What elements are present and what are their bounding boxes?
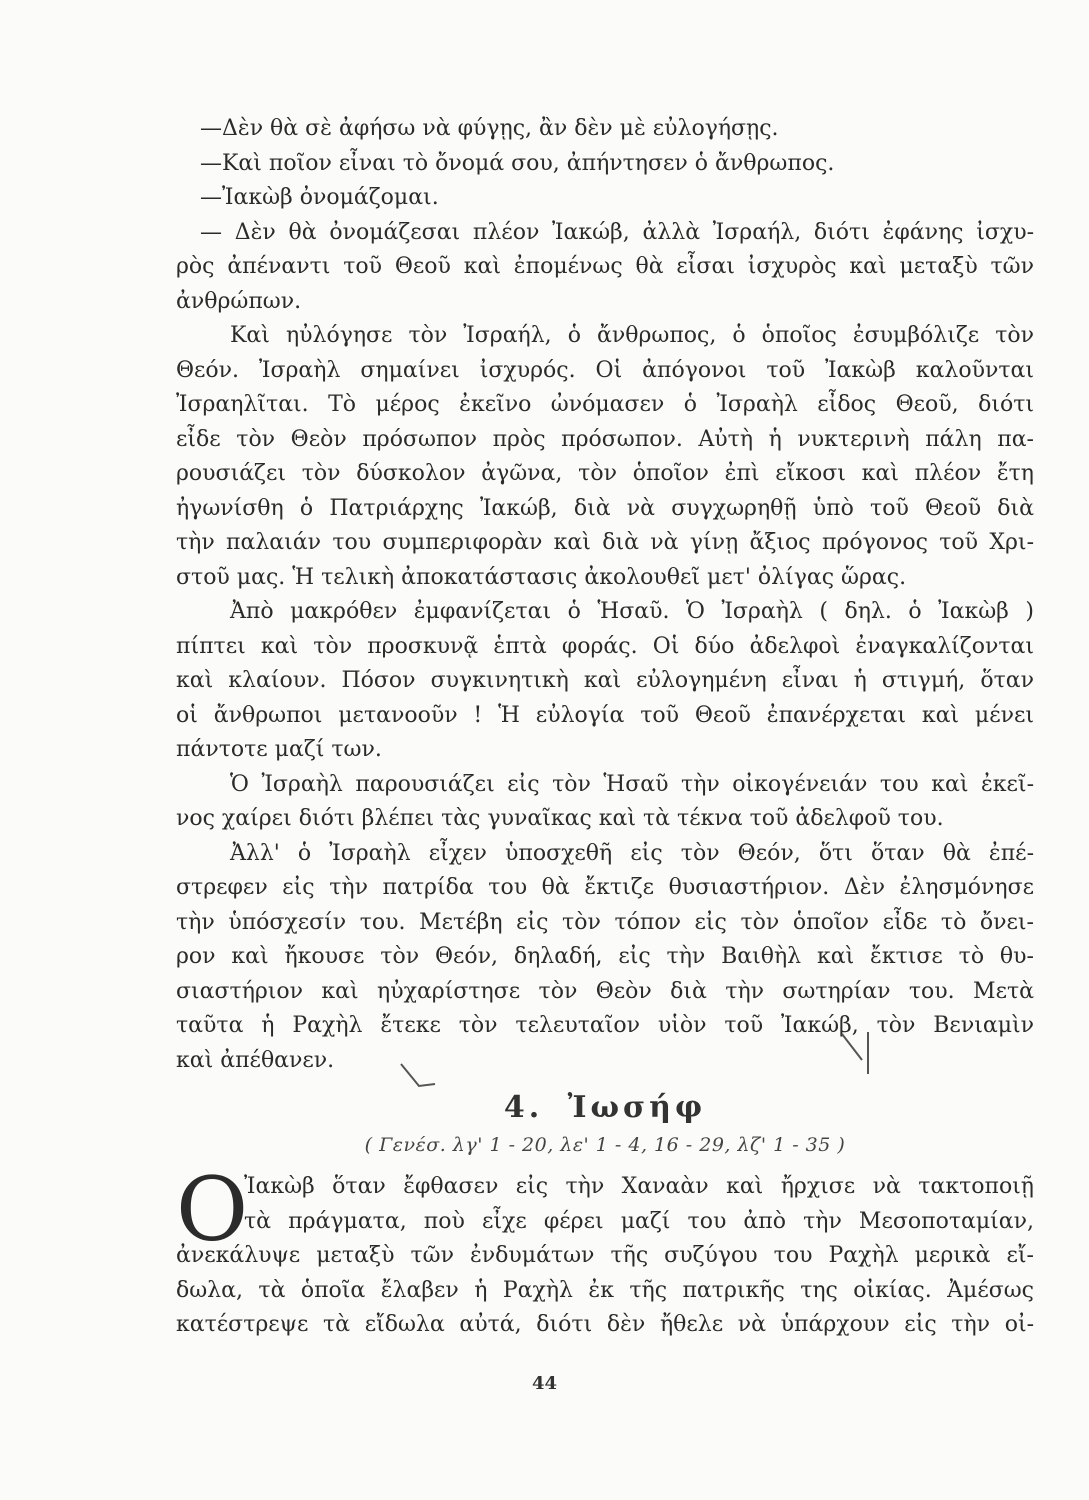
text-line: — Δὲν θὰ ὀνομάζεσαι πλέον Ἰακώβ, ἀλλὰ Ἰσραήλ, διότι ἐφάνης ἰσχυ- (200, 219, 1034, 245)
text-line: στοῦ μας. Ἡ τελικὴ ἀποκατάστασις ἀκολουθεῖ μετ' ὀλίγας ὥρας. (176, 564, 907, 590)
drop-cap: Ο (176, 1158, 249, 1261)
text-line: δωλα, τὰ ὁποῖα ἔλαβεν ἡ Ραχὴλ ἐκ τῆς πατρικῆς της οἰκίας. Ἀμέσως (176, 1277, 1034, 1303)
text-line: Καὶ ηὐλόγησε τὸν Ἰσραήλ, ὁ ἄνθρωπος, ὁ ὁποῖος ἐσυμβόλιζε τὸν (230, 323, 1034, 348)
text-line: καὶ κλαίουν. Πόσον συγκινητικὴ καὶ εὐλογημένη εἶναι ἡ στιγμή, ὅταν (176, 668, 1034, 693)
body-text-final-paragraph (176, 1170, 1034, 1343)
text-line: πάντοτε μαζί των. (176, 737, 382, 762)
section-number: 4. (503, 1090, 544, 1125)
scripture-reference: ( Γενέσ. λγ' 1 - 20, λε' 1 - 4, 16 - 29, λζ' 1 - 35 ) (364, 1134, 846, 1156)
text-line: ταῦτα ἡ Ραχὴλ ἔτεκε τὸν τελευταῖον υἱὸν τοῦ Ἰακώβ, τὸν Βενιαμὶν (176, 1013, 1034, 1038)
section-heading (176, 1090, 1034, 1125)
text-line: νος χαίρει διότι βλέπει τὰς γυναῖκας καὶ τὰ τέκνα τοῦ ἀδελφοῦ του. (176, 806, 944, 831)
text-line: τὴν παλαιάν του συμπεριφορὰν καὶ διὰ νὰ γίνῃ ἄξιος πρόγονος τοῦ Χρι- (176, 530, 1034, 555)
text-line: σιαστήριον καὶ ηὐχαρίστησε τὸν Θεὸν διὰ τὴν σωτηρίαν του. Μετὰ (176, 978, 1034, 1004)
text-line: εἶδε τὸν Θεὸν πρόσωπον πρὸς πρόσωπον. Αὐτὴ ἡ νυκτερινὴ πάλη πα- (176, 426, 1034, 452)
text-line: καὶ ἀπέθανεν. (176, 1047, 335, 1073)
text-line: —Ἰακὼβ ὀνομάζομαι. (200, 185, 439, 210)
text-line: Ἀπὸ μακρόθεν ἐμφανίζεται ὁ Ἡσαῦ. Ὁ Ἰσραὴλ ( δηλ. ὁ Ἰακὼβ ) (230, 599, 1034, 624)
text-line: στρεφεν εἰς τὴν πατρίδα του θὰ ἔκτιζε θυσιαστήριον. Δὲν ἐλησμόνησε (176, 875, 1034, 900)
text-line: —Δὲν θὰ σὲ ἀφήσω νὰ φύγῃς, ἂν δὲν μὲ εὐλογήσῃς. (200, 116, 779, 141)
text-line: τὴν ὑπόσχεσίν του. Μετέβη εἰς τὸν τόπον εἰς τὸν ὁποῖον εἶδε τὸ ὄνει- (176, 909, 1034, 935)
text-line: ἀνεκάλυψε μεταξὺ τῶν ἐνδυμάτων τῆς συζύγου του Ραχὴλ μερικὰ εἴ- (176, 1243, 1034, 1268)
text-line: Ἰακὼβ ὅταν ἔφθασεν εἰς τὴν Χαναὰν καὶ ἤρχισε νὰ τακτοποιῇ (244, 1174, 1034, 1199)
text-line: ἠγωνίσθη ὁ Πατριάρχης Ἰακώβ, διὰ νὰ συγχωρηθῇ ὑπὸ τοῦ Θεοῦ διὰ (176, 495, 1034, 521)
text-line: ρουσιάζει τὸν δύσκολον ἀγῶνα, τὸν ὁποῖον ἐπὶ εἴκοσι καὶ πλέον ἔτη (176, 461, 1034, 486)
text-line: ἀνθρώπων. (176, 288, 302, 314)
text-line: Ὁ Ἰσραὴλ παρουσιάζει εἰς τὸν Ἡσαῦ τὴν οἰκογένειάν του καὶ ἐκεῖ- (230, 771, 1034, 797)
text-line: Ἰσραηλῖται. Τὸ μέρος ἐκεῖνο ὠνόμασεν ὁ Ἰσραὴλ εἶδος Θεοῦ, διότι (176, 392, 1034, 417)
text-line: τὰ πράγματα, ποὺ εἶχε φέρει μαζί του ἀπὸ τὴν Μεσοποταμίαν, (244, 1208, 1034, 1234)
pen-mark-tick (838, 1030, 878, 1080)
page-number: 44 (531, 1373, 558, 1394)
text-line: —Καὶ ποῖον εἶναι τὸ ὄνομά σου, ἀπήντησεν ὁ ἄνθρωπος. (200, 150, 835, 176)
body-text-top (176, 112, 1034, 1078)
text-line: κατέστρεψε τὰ εἴδωλα αὐτά, διότι δὲν ἤθελε νὰ ὑπάρχουν εἰς τὴν οἰ- (176, 1312, 1034, 1337)
text-line: πίπτει καὶ τὸν προσκυνᾷ ἑπτὰ φοράς. Οἱ δύο ἀδελφοὶ ἐναγκαλίζονται (176, 633, 1034, 659)
text-line: οἱ ἄνθρωποι μετανοοῦν ! Ἡ εὐλογία τοῦ Θεοῦ ἐπανέρχεται καὶ μένει (176, 702, 1034, 728)
pen-mark-arrow (395, 1060, 445, 1096)
text-line: ρον καὶ ἤκουσε τὸν Θεόν, δηλαδή, εἰς τὴν Βαιθὴλ καὶ ἔκτισε τὸ θυ- (176, 944, 1034, 969)
text-line: Ἀλλ' ὁ Ἰσραὴλ εἶχεν ὑποσχεθῆ εἰς τὸν Θεόν, ὅτι ὅταν θὰ ἐπέ- (230, 840, 1034, 866)
text-line: Θεόν. Ἰσραὴλ σημαίνει ἰσχυρός. Οἱ ἀπόγονοι τοῦ Ἰακὼβ καλοῦνται (176, 357, 1034, 383)
section-title: Ἰωσήφ (567, 1090, 707, 1125)
text-line: ρὸς ἀπέναντι τοῦ Θεοῦ καὶ ἐπομένως θὰ εἶσαι ἰσχυρὸς καὶ μεταξὺ τῶν (176, 254, 1034, 279)
